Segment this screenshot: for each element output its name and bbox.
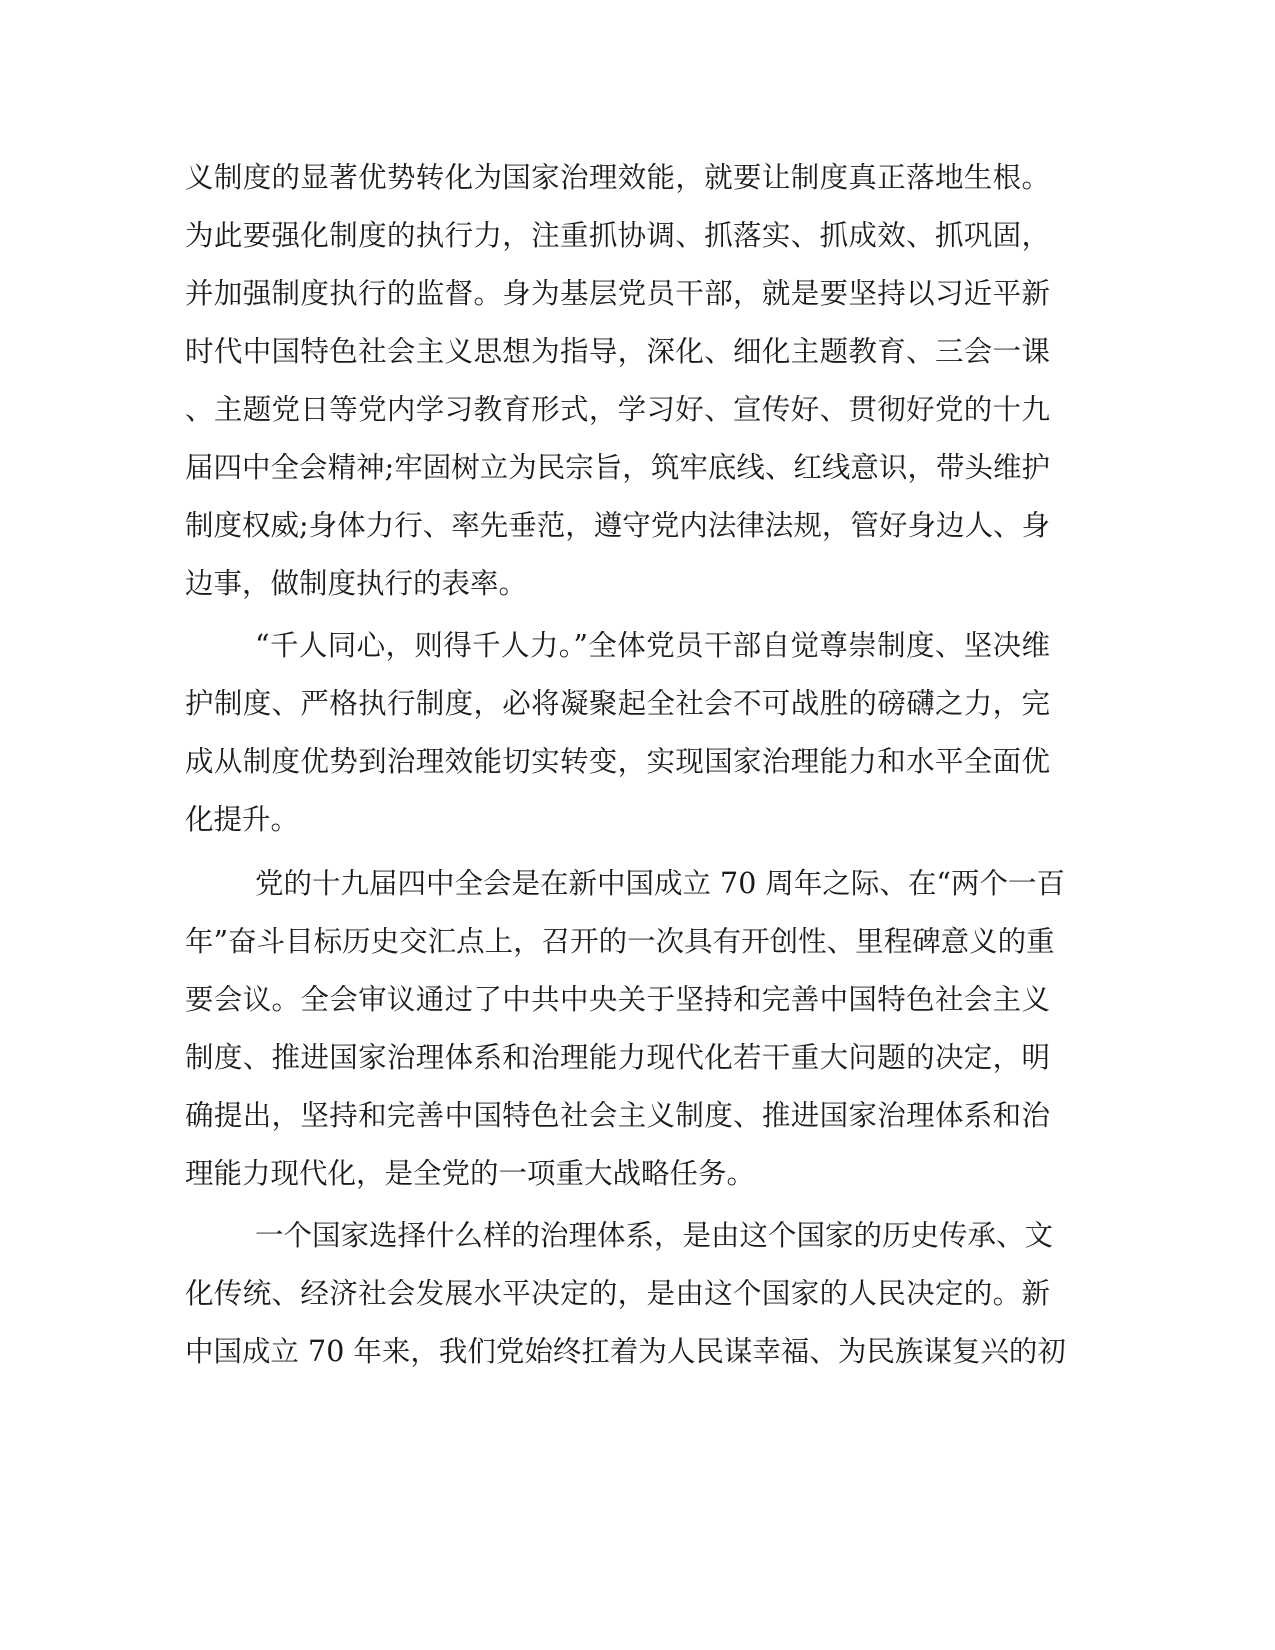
text-line: 要会议。全会审议通过了中共中央关于坚持和完善中国特色社会主义 bbox=[185, 983, 1050, 1016]
text-line: 成从制度优势到治理效能切实转变，实现国家治理能力和水平全面优 bbox=[185, 745, 1050, 778]
text-line: 制度权威;身体力行、率先垂范，遵守党内法律法规，管好身边人、身 bbox=[185, 509, 1050, 542]
text-line: 年”奋斗目标历史交汇点上，召开的一次具有开创性、里程碑意义的重 bbox=[185, 925, 1055, 958]
text-line: 一个国家选择什么样的治理体系，是由这个国家的历史传承、文 bbox=[255, 1219, 1054, 1252]
text-line: 党的十九届四中全会是在新中国成立 70 周年之际、在“两个一百 bbox=[255, 867, 1065, 900]
text-line: 、主题党日等党内学习教育形式，学习好、宣传好、贯彻好党的十九 bbox=[185, 393, 1050, 426]
text-line: 确提出，坚持和完善中国特色社会主义制度、推进国家治理体系和治 bbox=[185, 1099, 1050, 1132]
text-line: 化提升。 bbox=[185, 803, 300, 836]
text-line: 为此要强化制度的执行力，注重抓协调、抓落实、抓成效、抓巩固， bbox=[185, 219, 1050, 252]
text-line: 时代中国特色社会主义思想为指导，深化、细化主题教育、三会一课 bbox=[185, 335, 1050, 368]
text-line: 理能力现代化，是全党的一项重大战略任务。 bbox=[185, 1157, 756, 1190]
text-line: 并加强制度执行的监督。身为基层党员干部，就是要坚持以习近平新 bbox=[185, 277, 1050, 310]
text-line: 制度、推进国家治理体系和治理能力现代化若干重大问题的决定，明 bbox=[185, 1041, 1050, 1074]
text-line: 边事，做制度执行的表率。 bbox=[185, 567, 528, 600]
text-line: 届四中全会精神;牢固树立为民宗旨，筑牢底线、红线意识，带头维护 bbox=[185, 451, 1050, 484]
text-line: 化传统、经济社会发展水平决定的，是由这个国家的人民决定的。新 bbox=[185, 1277, 1050, 1310]
text-line: “千人同心，则得千人力。”全体党员干部自觉尊崇制度、坚决维 bbox=[255, 629, 1050, 662]
text-line: 护制度、严格执行制度，必将凝聚起全社会不可战胜的磅礴之力，完 bbox=[185, 687, 1050, 720]
text-line: 中国成立 70 年来，我们党始终扛着为人民谋幸福、为民族谋复兴的初 bbox=[185, 1335, 1066, 1368]
text-line: 义制度的显著优势转化为国家治理效能，就要让制度真正落地生根。 bbox=[185, 161, 1050, 194]
